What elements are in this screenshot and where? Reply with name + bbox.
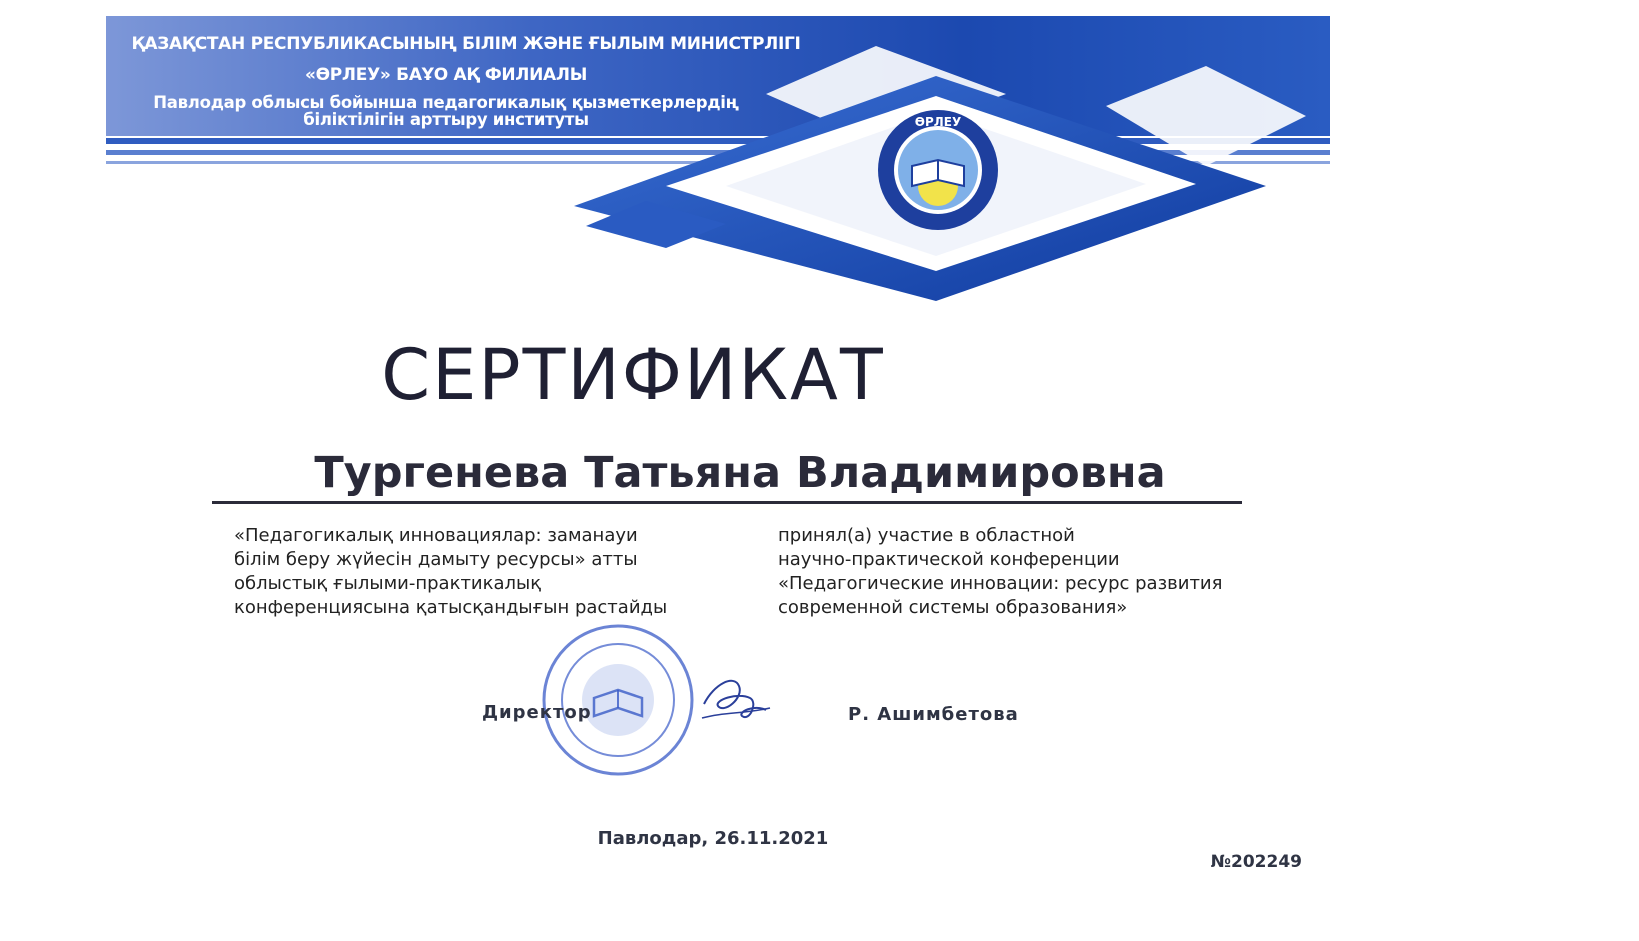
place-date: Павлодар, 26.11.2021 [597, 828, 829, 849]
logo-text: ӨРЛЕУ [914, 115, 962, 129]
orleu-logo [876, 108, 1000, 232]
text-russian [778, 524, 1298, 620]
text-kz-line: облыстық ғылыми-практикалық [234, 573, 542, 594]
text-kz-line: «Педагогикалық инновациялар: заманауи [234, 525, 638, 546]
header-ministry: ҚАЗАҚСТАН РЕСПУБЛИКАСЫНЫҢ БІЛІМ ЖӘНЕ ҒЫЛЫМ МИНИСТРЛІГІ [131, 34, 801, 54]
text-kz-line: конференциясына қатысқандығын растайды [234, 597, 668, 618]
header-branch: «ӨРЛЕУ» БАҰО АҚ ФИЛИАЛЫ [304, 65, 588, 85]
name-underline [212, 501, 1242, 504]
director-name: Р. Ашимбетова [848, 704, 1019, 725]
official-stamp [538, 620, 698, 780]
text-ru-line: современной системы образования» [778, 597, 1128, 618]
text-ru-line: «Педагогические инновации: ресурс развития [778, 573, 1223, 594]
text-ru-line: научно-практической конференции [778, 549, 1120, 570]
certificate-title: СЕРТИФИКАТ [381, 334, 885, 416]
header-institute [106, 94, 846, 128]
director-label: Директор [482, 702, 592, 723]
director-signature [694, 664, 774, 734]
recipient-name: Тургенева Татьяна Владимировна [314, 448, 1166, 498]
certificate [106, 16, 1330, 912]
header-institute-line2: біліктілігін арттыру институты [303, 110, 589, 129]
text-kazakh [234, 524, 734, 620]
header-institute-line1: Павлодар облысы бойынша педагогикалық қызметкерлердің [153, 93, 739, 112]
text-kz-line: білім беру жүйесін дамыту ресурсы» атты [234, 549, 638, 570]
header-banner [106, 16, 1330, 316]
certificate-number: №202249 [1210, 852, 1302, 872]
text-ru-line: принял(а) участие в областной [778, 525, 1075, 546]
